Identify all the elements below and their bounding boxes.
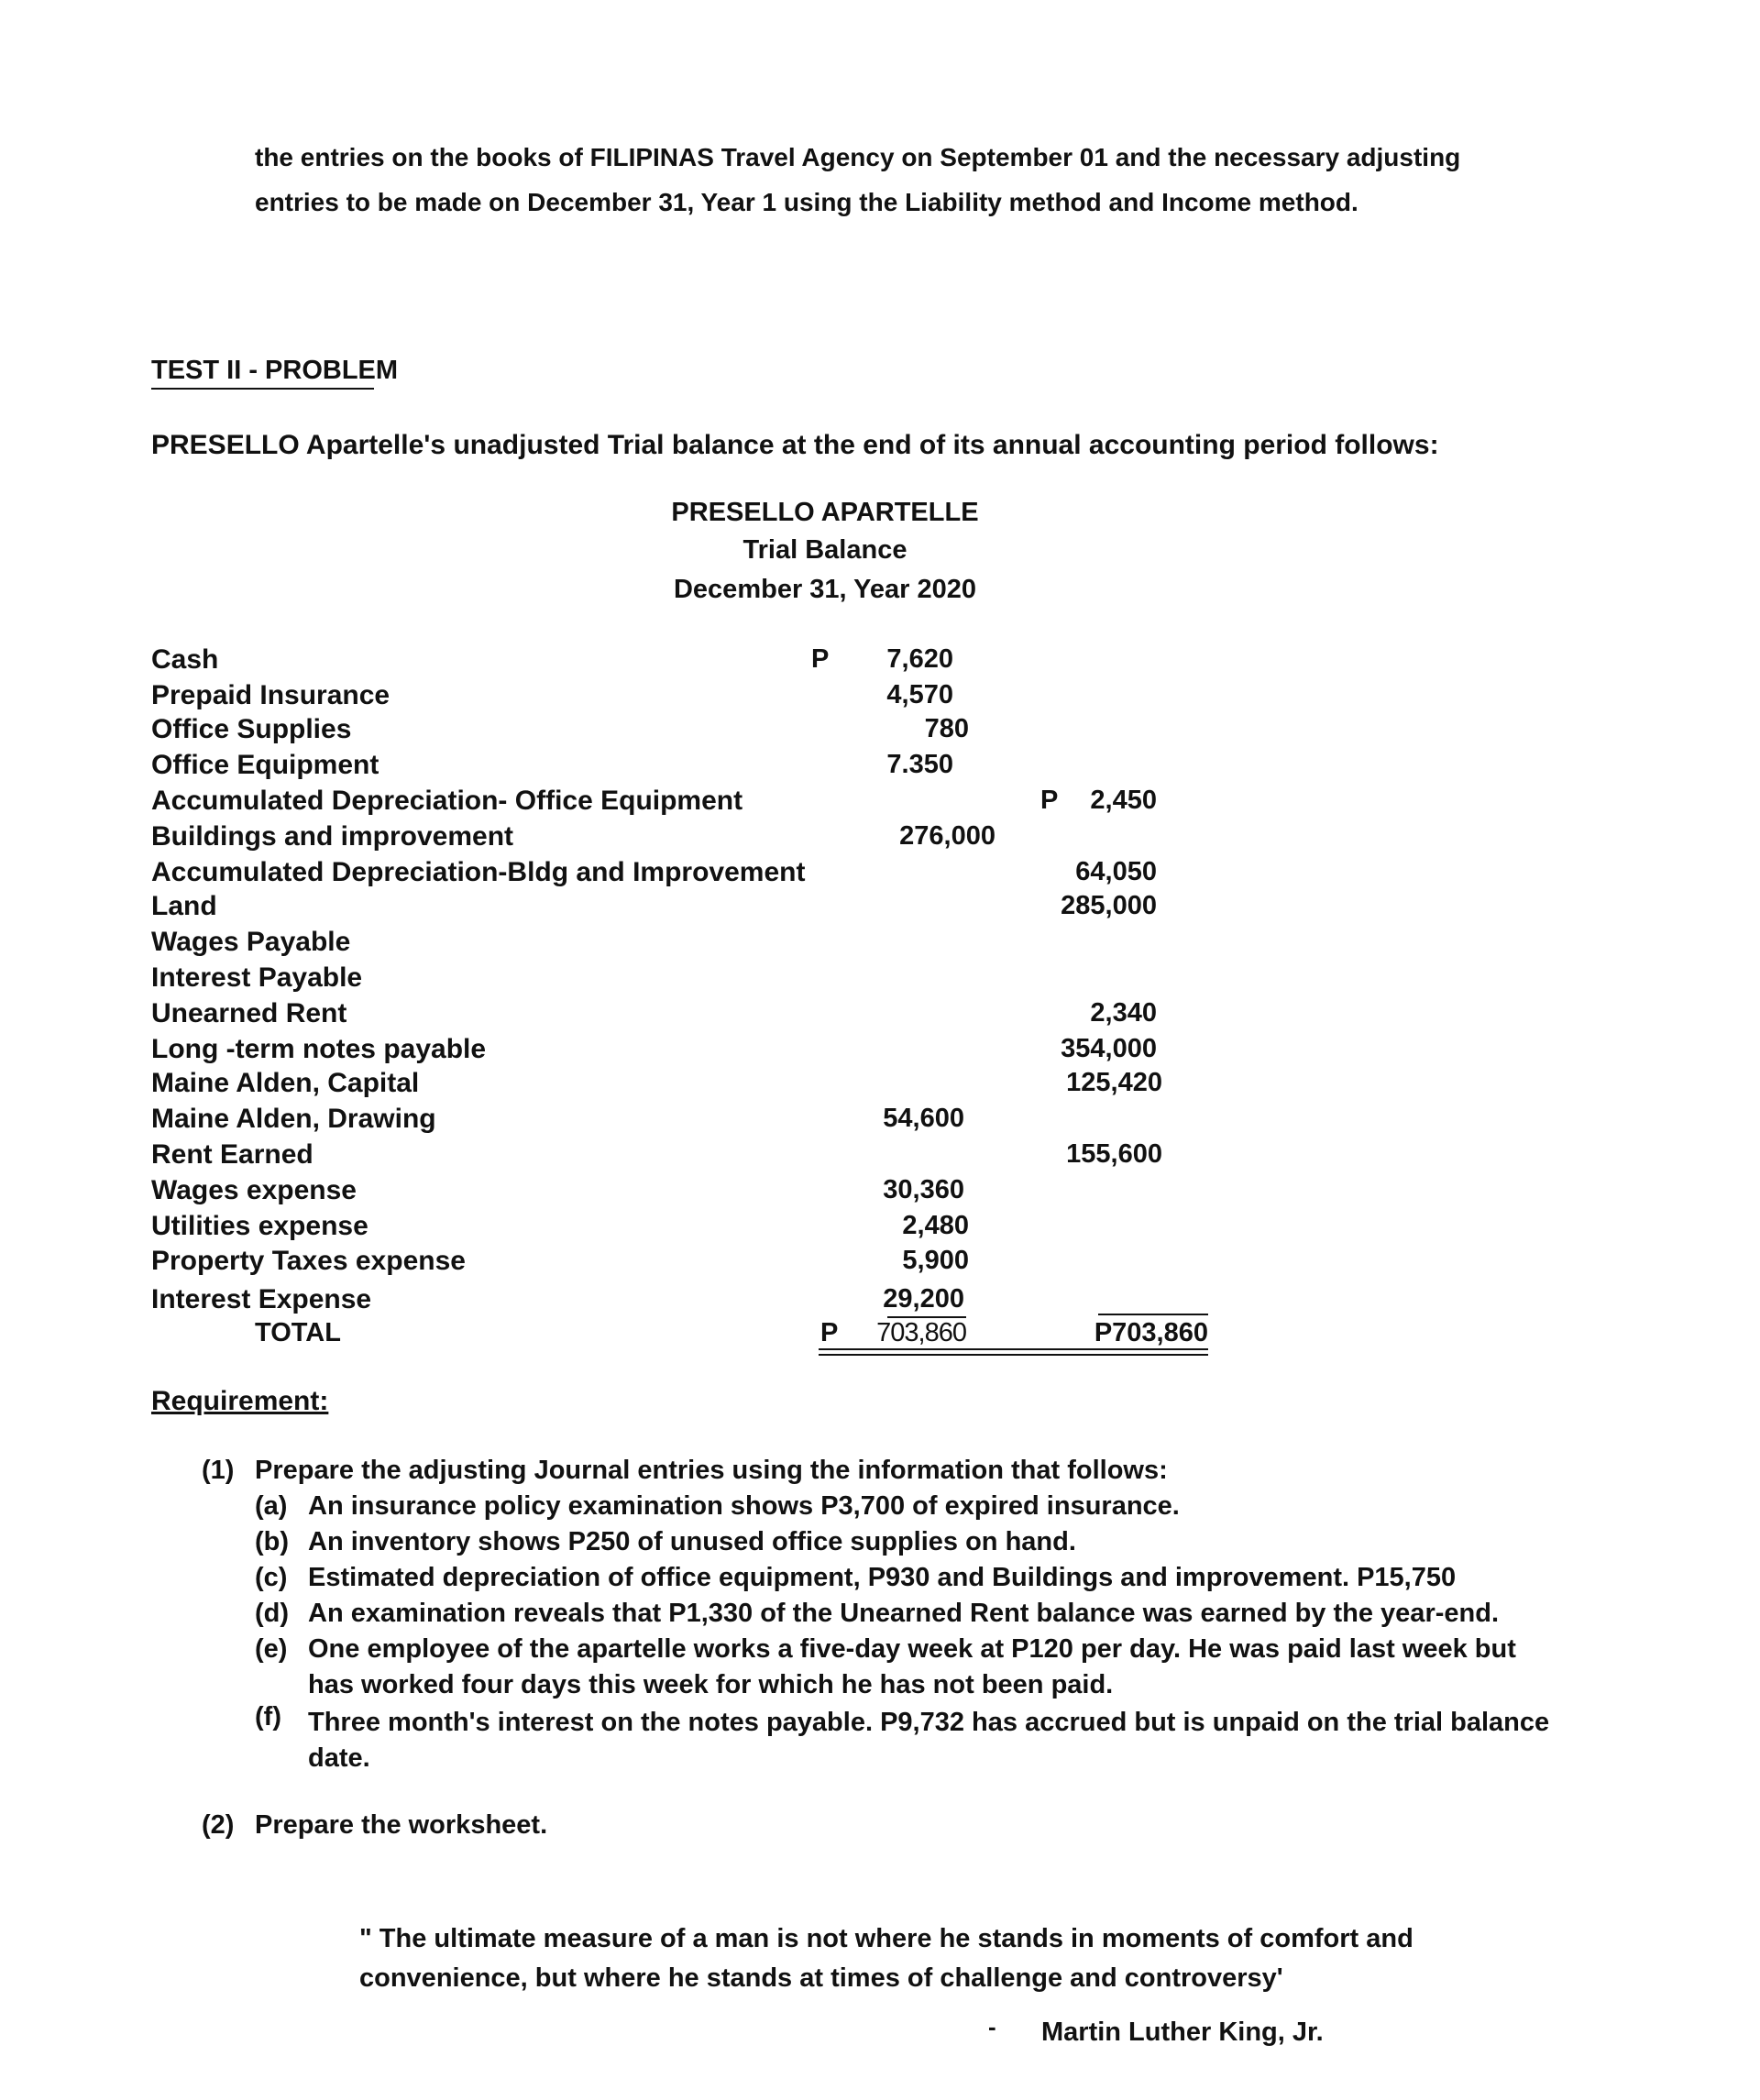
account-name: Wages Payable — [151, 927, 351, 957]
account-name: Accumulated Depreciation- Office Equipment — [151, 786, 743, 816]
subitem-letter: (a) — [255, 1491, 288, 1521]
debit-subtotal-line — [887, 1316, 966, 1318]
quote-line-1: " The ultimate measure of a man is not where he stands in moments of comfort and — [359, 1924, 1414, 1953]
account-name: Office Supplies — [151, 714, 352, 744]
credit-amount: 285,000 — [1061, 891, 1157, 920]
account-name: Utilities expense — [151, 1211, 368, 1241]
credit-subtotal-line — [1098, 1314, 1208, 1315]
statement-date: December 31, Year 2020 — [673, 575, 976, 604]
credit-currency-symbol: P — [1040, 786, 1059, 815]
requirement-1-text: Prepare the adjusting Journal entries using the information that follows: — [255, 1456, 1168, 1485]
debit-currency-symbol: P — [811, 644, 830, 674]
subitem-letter: (c) — [255, 1563, 288, 1592]
debit-amount: 7,620 — [886, 644, 953, 674]
credit-amount: 125,420 — [1066, 1068, 1162, 1097]
account-name: Land — [151, 891, 217, 921]
account-name: Property Taxes expense — [151, 1246, 466, 1276]
account-name: Interest Payable — [151, 962, 363, 993]
intro-line-1: the entries on the books of FILIPINAS Travel Agency on September 01 and the necessary adjusting — [255, 143, 1461, 171]
account-name: Rent Earned — [151, 1139, 314, 1170]
quote-dash: - — [988, 2013, 996, 2040]
subitem-text: Three month's interest on the notes payable. P9,732 has accrued but is unpaid on the trial balance — [308, 1708, 1550, 1737]
total-credit: P703,860 — [1094, 1318, 1208, 1347]
requirement-1-number: (1) — [202, 1456, 235, 1485]
subitem-letter: (e) — [255, 1634, 288, 1664]
total-double-underline-bottom — [819, 1354, 1208, 1356]
total-double-underline-top — [819, 1348, 1208, 1350]
requirement-title: Requirement: — [151, 1386, 329, 1416]
requirement-2-text: Prepare the worksheet. — [255, 1810, 548, 1840]
debit-amount: 276,000 — [899, 821, 996, 851]
credit-amount: 2,340 — [1090, 998, 1157, 1028]
debit-amount: 4,570 — [886, 680, 953, 709]
subitem-letter: (d) — [255, 1599, 290, 1628]
intro-line-2: entries to be made on December 31, Year 1 using the Liability method and Income method. — [255, 188, 1358, 216]
debit-amount: 30,360 — [883, 1175, 964, 1204]
credit-amount: 354,000 — [1061, 1034, 1157, 1063]
account-name: Prepaid Insurance — [151, 680, 390, 710]
account-name: Maine Alden, Drawing — [151, 1104, 436, 1134]
quote-line-2: convenience, but where he stands at times of challenge and controversy' — [359, 1963, 1283, 1993]
subitem-text: An inventory shows P250 of unused office supplies on hand. — [308, 1527, 1076, 1556]
subitem-text: One employee of the apartelle works a five-day week at P120 per day. He was paid last week but — [308, 1634, 1516, 1664]
credit-amount: 64,050 — [1075, 857, 1157, 886]
section-title: TEST II - PROBLEM — [151, 356, 374, 390]
debit-amount: 29,200 — [883, 1284, 964, 1314]
problem-description: PRESELLO Apartelle's unadjusted Trial balance at the end of its annual accounting period follows: — [151, 430, 1439, 460]
subitem-letter: (f) — [255, 1702, 281, 1732]
account-name: Long -term notes payable — [151, 1034, 487, 1064]
subitem-text: An insurance policy examination shows P3,700 of expired insurance. — [308, 1491, 1180, 1521]
account-name: Maine Alden, Capital — [151, 1068, 420, 1098]
total-label: TOTAL — [255, 1318, 341, 1347]
account-name: Unearned Rent — [151, 998, 347, 1028]
account-name: Office Equipment — [151, 750, 380, 780]
statement-name: Trial Balance — [742, 535, 908, 565]
account-name: Accumulated Depreciation-Bldg and Improvement — [151, 857, 806, 887]
credit-amount: 155,600 — [1066, 1139, 1162, 1169]
credit-amount: 2,450 — [1090, 786, 1157, 815]
debit-amount: 5,900 — [902, 1246, 969, 1275]
debit-amount: 780 — [924, 714, 969, 743]
requirement-2-number: (2) — [202, 1810, 235, 1840]
subitem-text: date. — [308, 1743, 370, 1773]
quote-author: Martin Luther King, Jr. — [1041, 2018, 1324, 2047]
subitem-text: has worked four days this week for which he has not been paid. — [308, 1670, 1114, 1699]
statement-company: PRESELLO APARTELLE — [671, 498, 979, 527]
subitem-text: Estimated depreciation of office equipment, P930 and Buildings and improvement. P15,750 — [308, 1563, 1457, 1592]
account-name: Interest Expense — [151, 1284, 372, 1314]
debit-amount: 54,600 — [883, 1104, 964, 1133]
total-debit-currency: P — [820, 1318, 839, 1347]
total-debit: 703,860 — [876, 1318, 966, 1347]
subitem-letter: (b) — [255, 1527, 290, 1556]
debit-amount: 7.350 — [886, 750, 953, 779]
account-name: Wages expense — [151, 1175, 357, 1205]
account-name: Buildings and improvement — [151, 821, 514, 852]
account-name: Cash — [151, 644, 219, 675]
debit-amount: 2,480 — [902, 1211, 969, 1240]
subitem-text: An examination reveals that P1,330 of the Unearned Rent balance was earned by the year-end. — [308, 1599, 1499, 1628]
